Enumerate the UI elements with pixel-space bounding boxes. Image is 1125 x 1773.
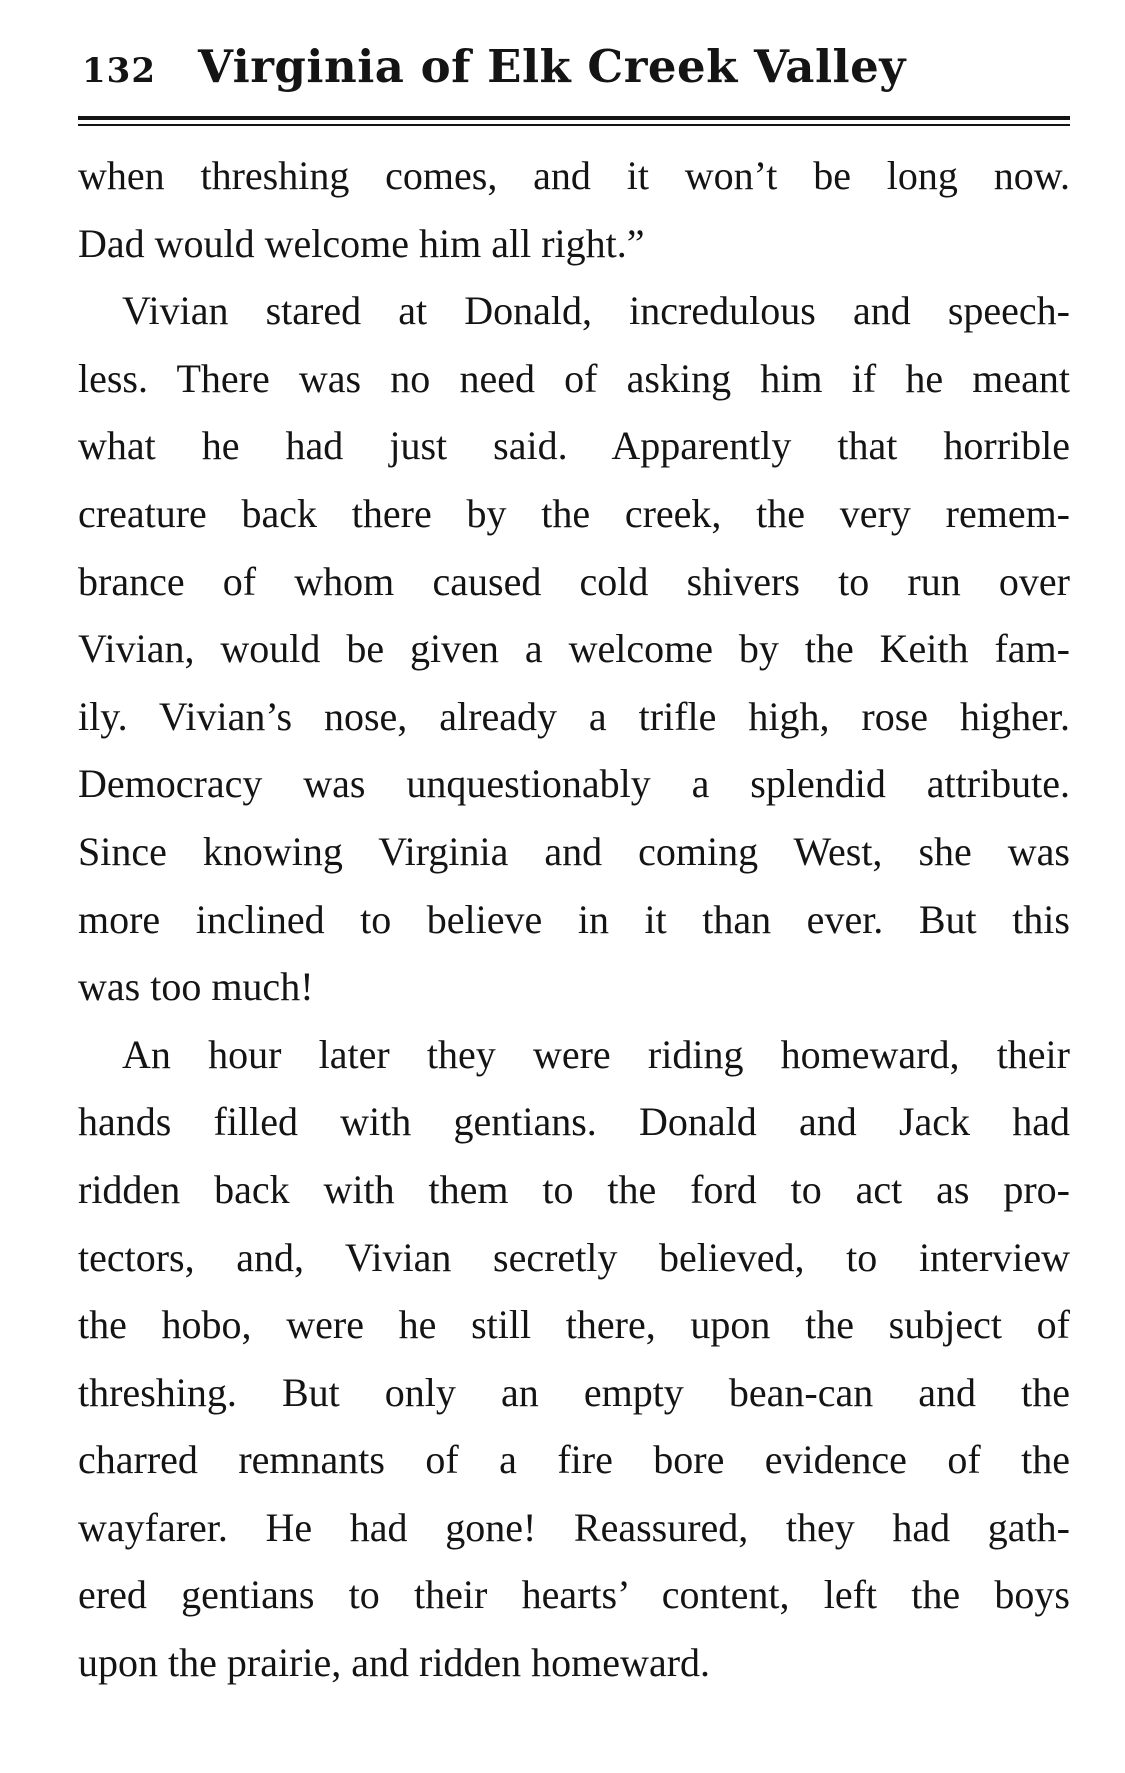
text-line: tectors, and, Vivian secretly believed, to interview bbox=[78, 1234, 1070, 1280]
page-number: 132 bbox=[82, 51, 156, 91]
text-line: Since knowing Virginia and coming West, she was bbox=[78, 828, 1070, 874]
text-line: what he had just said. Apparently that horrible bbox=[78, 423, 1070, 469]
page-header bbox=[78, 40, 1070, 102]
running-title: Virginia of Elk Creek Valley bbox=[197, 40, 906, 93]
text-line: ily. Vivian’s nose, already a trifle high, rose higher. bbox=[78, 693, 1070, 739]
text-line: Vivian stared at Donald, incredulous and speech- bbox=[122, 288, 1070, 334]
text-line: less. There was no need of asking him if he meant bbox=[78, 355, 1070, 401]
text-line: wayfarer. He had gone! Reassured, they had gath- bbox=[78, 1504, 1070, 1550]
text-line: ridden back with them to the ford to act as pro- bbox=[78, 1166, 1070, 1212]
header-rule-thick bbox=[78, 116, 1070, 120]
text-line: Dad would welcome him all right.” bbox=[78, 220, 645, 266]
text-line: An hour later they were riding homeward, their bbox=[122, 1031, 1070, 1077]
text-line: more inclined to believe in it than ever. But this bbox=[78, 896, 1070, 942]
text-line: Vivian, would be given a welcome by the Keith fam- bbox=[78, 626, 1070, 672]
text-line: hands filled with gentians. Donald and Jack had bbox=[78, 1099, 1070, 1145]
text-line: when threshing comes, and it won’t be long now. bbox=[78, 153, 1070, 198]
header-double-rule bbox=[78, 116, 1070, 128]
text-line: charred remnants of a fire bore evidence of the bbox=[78, 1437, 1070, 1483]
text-line: Democracy was unquestionably a splendid attribute. bbox=[78, 761, 1070, 807]
text-line: was too much! bbox=[78, 964, 314, 1010]
text-line: ered gentians to their hearts’ content, left the boys bbox=[78, 1572, 1070, 1618]
body-text bbox=[78, 142, 1070, 1697]
header-rule-thin bbox=[78, 124, 1070, 126]
text-line: creature back there by the creek, the very remem- bbox=[78, 490, 1070, 536]
text-line: upon the prairie, and ridden homeward. bbox=[78, 1640, 711, 1686]
text-line: the hobo, were he still there, upon the subject of bbox=[78, 1302, 1070, 1348]
text-line: threshing. But only an empty bean-can and the bbox=[78, 1369, 1070, 1415]
text-line: brance of whom caused cold shivers to run over bbox=[78, 558, 1070, 604]
book-page bbox=[78, 40, 1070, 1697]
